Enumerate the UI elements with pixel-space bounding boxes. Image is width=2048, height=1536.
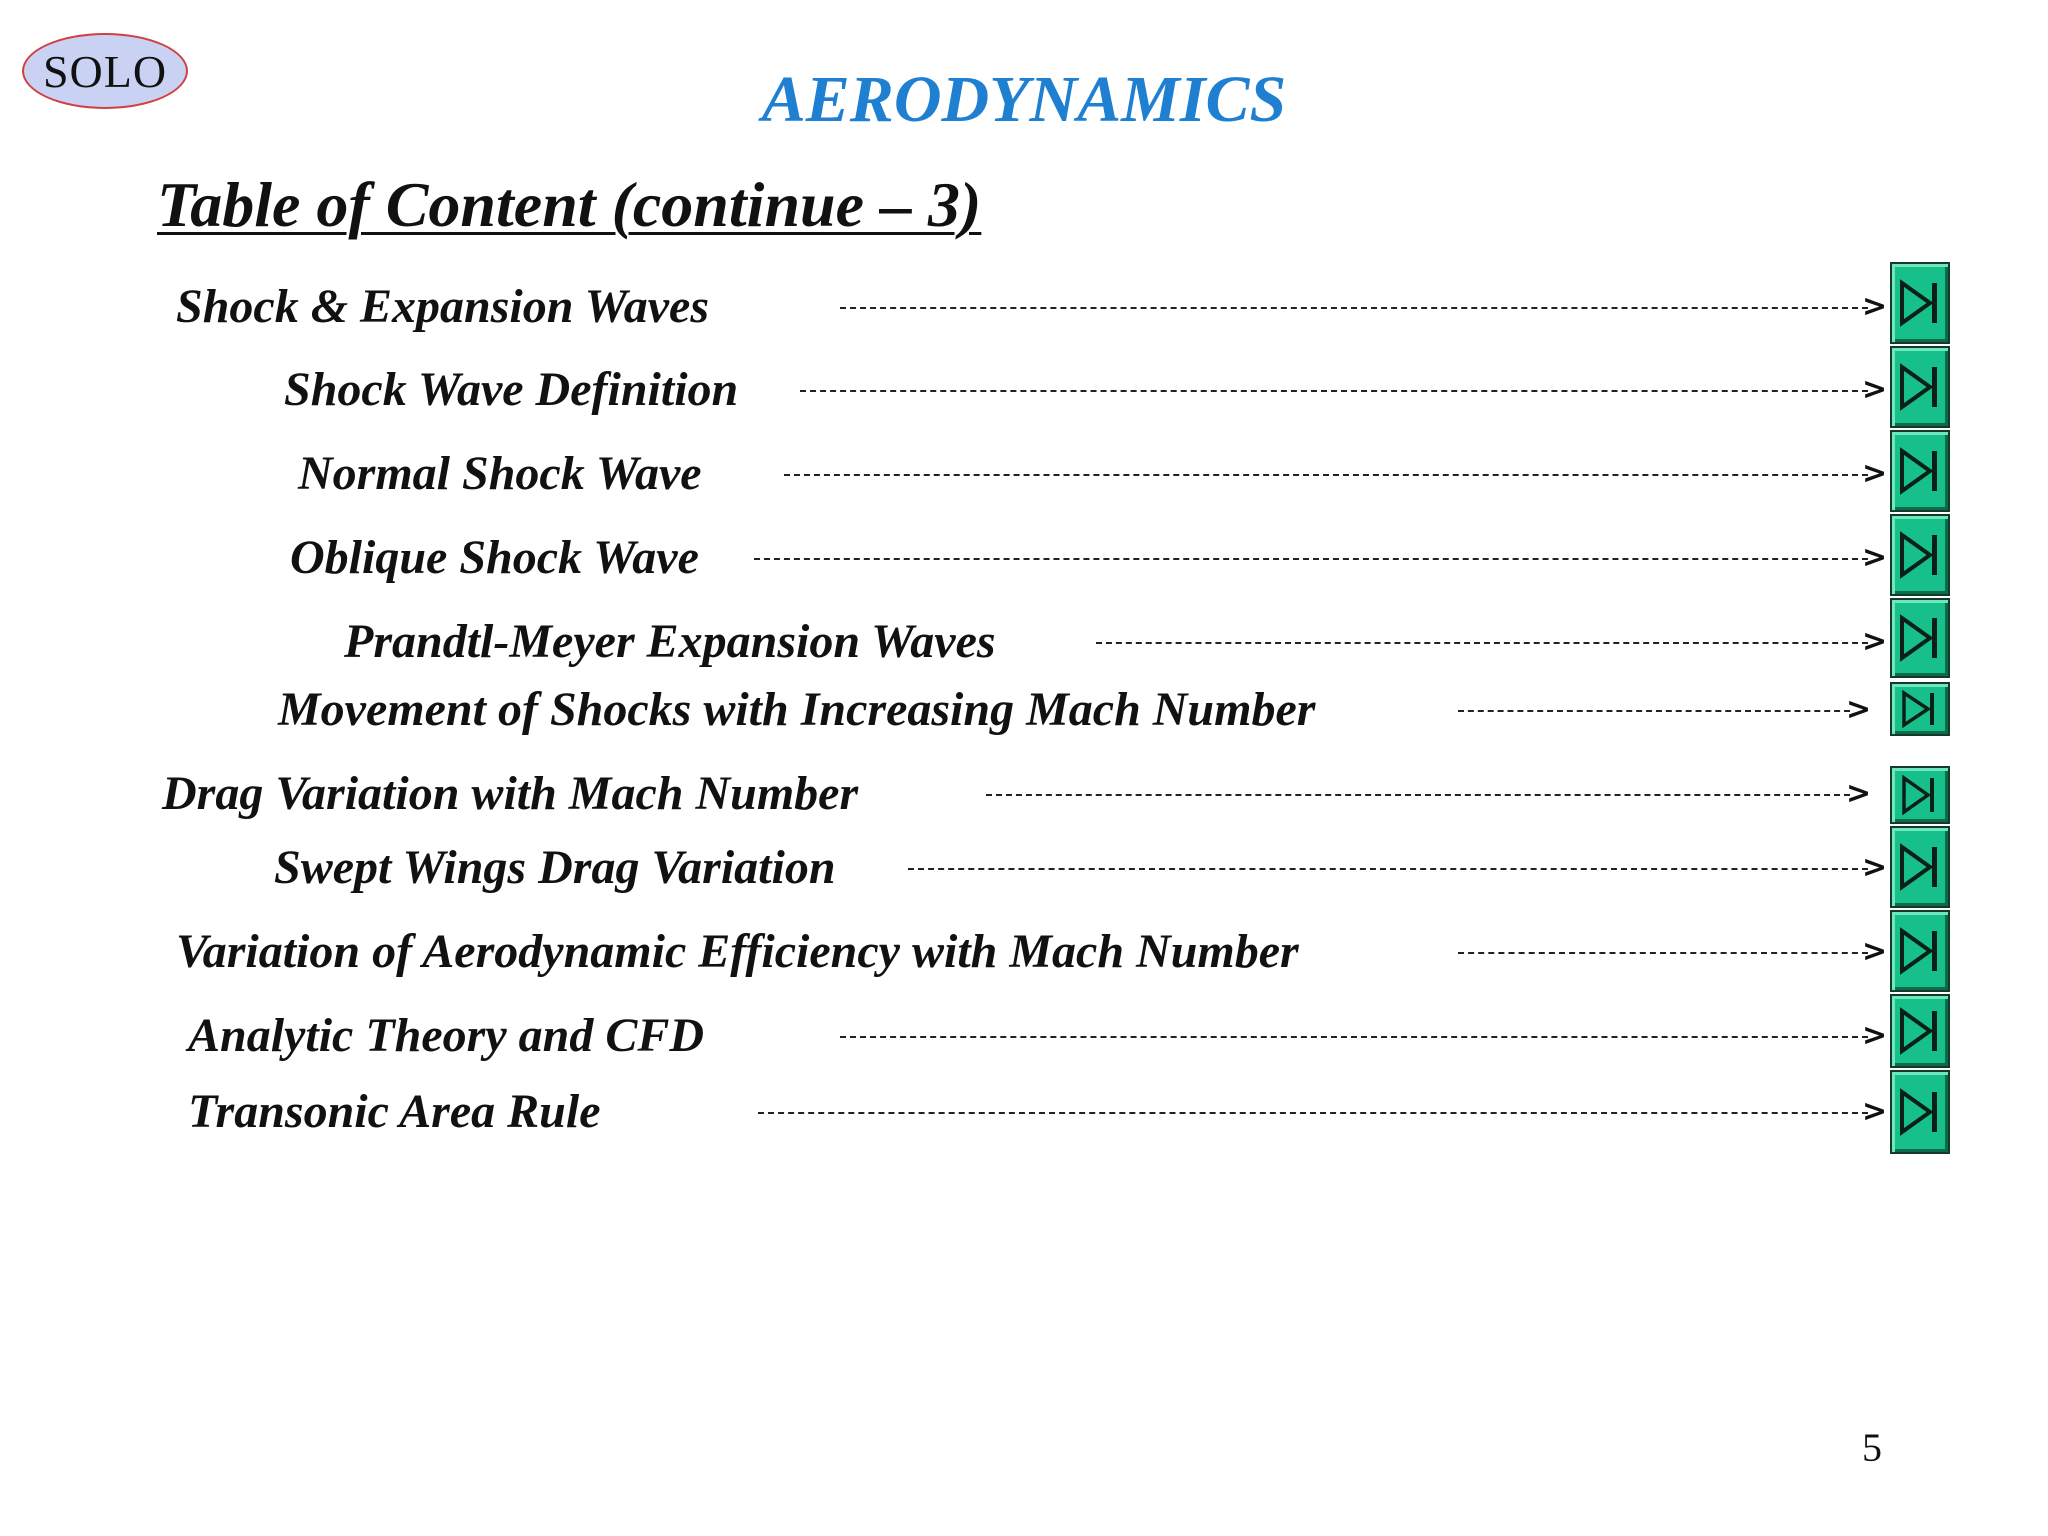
skip-to-end-icon — [1898, 443, 1942, 499]
toc-nav-button-prandtl-meyer[interactable] — [1890, 598, 1950, 678]
toc-nav-button-swept-wings[interactable] — [1890, 826, 1950, 908]
toc-item-label: Swept Wings Drag Variation — [274, 841, 836, 894]
toc-item-label: Normal Shock Wave — [298, 447, 702, 500]
toc-item-label: Oblique Shock Wave — [290, 531, 699, 584]
skip-to-end-icon — [1898, 839, 1942, 895]
toc-nav-button-shock-wave-definition[interactable] — [1890, 346, 1950, 428]
dashed-leader — [1096, 642, 1868, 644]
dashed-leader — [1458, 710, 1850, 712]
arrowhead-icon: > — [1862, 1094, 1888, 1129]
toc-item — [0, 764, 2048, 824]
toc-item — [0, 1082, 2048, 1142]
skip-to-end-icon — [1898, 527, 1942, 583]
toc-nav-button-movement-of-shocks[interactable] — [1890, 682, 1950, 736]
toc-nav-button-aerodynamic-efficiency[interactable] — [1890, 910, 1950, 992]
skip-to-end-icon — [1898, 1003, 1942, 1059]
toc-item-label: Shock Wave Definition — [284, 363, 739, 416]
arrowhead-icon: > — [1846, 692, 1872, 727]
toc-item-label: Drag Variation with Mach Number — [162, 767, 859, 820]
toc-item — [0, 1006, 2048, 1066]
toc-item — [0, 444, 2048, 504]
toc-item-label: Transonic Area Rule — [188, 1085, 601, 1138]
arrowhead-icon: > — [1862, 456, 1888, 491]
toc-nav-button-normal-shock-wave[interactable] — [1890, 430, 1950, 512]
toc-item-label: Variation of Aerodynamic Efficiency with Mach Number — [176, 925, 1299, 978]
dashed-leader — [840, 307, 1868, 309]
arrowhead-icon: > — [1862, 1018, 1888, 1053]
toc-item — [0, 838, 2048, 898]
skip-to-end-icon — [1898, 275, 1942, 331]
toc-heading: Table of Content (continue – 3) — [157, 169, 982, 240]
dashed-leader — [840, 1036, 1868, 1038]
toc-item-label: Analytic Theory and CFD — [188, 1009, 705, 1062]
arrowhead-icon: > — [1862, 372, 1888, 407]
toc-nav-button-oblique-shock-wave[interactable] — [1890, 514, 1950, 596]
arrowhead-icon: > — [1862, 540, 1888, 575]
logo-text: SOLO — [42, 45, 168, 97]
skip-to-end-icon — [1898, 359, 1942, 415]
dashed-leader — [986, 794, 1850, 796]
dashed-leader — [754, 558, 1868, 560]
toc-item — [0, 360, 2048, 420]
dashed-leader — [800, 390, 1868, 392]
toc-item — [0, 612, 2048, 672]
skip-to-end-icon — [1898, 1084, 1942, 1140]
toc-nav-button-drag-variation[interactable] — [1890, 766, 1950, 824]
dashed-leader — [758, 1112, 1868, 1114]
title-text: AERODYNAMICS — [761, 63, 1287, 136]
toc-item — [0, 528, 2048, 588]
toc-item-label: Movement of Shocks with Increasing Mach Number — [278, 683, 1316, 736]
arrowhead-icon: > — [1862, 289, 1888, 324]
skip-to-end-icon — [1898, 610, 1942, 666]
skip-to-end-icon — [1898, 923, 1942, 979]
dashed-leader — [908, 868, 1868, 870]
skip-to-end-icon — [1898, 772, 1942, 818]
dashed-leader — [1458, 952, 1868, 954]
arrowhead-icon: > — [1846, 776, 1872, 811]
arrowhead-icon: > — [1862, 934, 1888, 969]
toc-nav-button-shock-expansion-waves[interactable] — [1890, 262, 1950, 344]
toc-item — [0, 277, 2048, 337]
arrowhead-icon: > — [1862, 850, 1888, 885]
toc-item — [0, 922, 2048, 982]
dashed-leader — [784, 474, 1868, 476]
toc-nav-button-analytic-theory[interactable] — [1890, 994, 1950, 1068]
slide-title — [0, 62, 2048, 138]
page-number: 5 — [1862, 1425, 1882, 1470]
toc-item-label: Prandtl-Meyer Expansion Waves — [344, 615, 996, 668]
toc-item-label: Shock & Expansion Waves — [176, 280, 709, 333]
toc-item — [0, 680, 2048, 740]
toc-nav-button-transonic-area-rule[interactable] — [1890, 1070, 1950, 1154]
arrowhead-icon: > — [1862, 624, 1888, 659]
skip-to-end-icon — [1898, 687, 1942, 731]
